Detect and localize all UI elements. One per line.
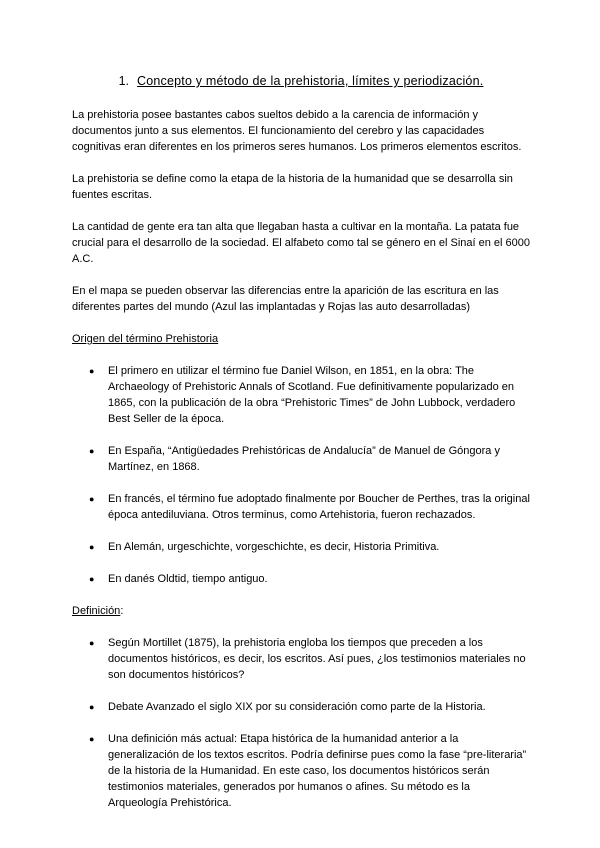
document-page	[72, 72, 530, 827]
list-item	[72, 443, 530, 475]
page-title	[72, 72, 530, 90]
bullet-icon: ●	[89, 574, 95, 584]
bullet-icon: ●	[89, 446, 95, 456]
title-number: 1.	[118, 74, 130, 88]
title-text: Concepto y método de la prehistoria, límites y periodización.	[137, 74, 484, 88]
bullet-icon: ●	[89, 702, 95, 712]
list-item-text: En francés, el término fue adoptado finalmente por Boucher de Perthes, tras la original época antediluviana. Otros terminus, como Artehistoria, fueron rechazados.	[108, 493, 530, 521]
paragraph-intro: La prehistoria posee bastantes cabos sueltos debido a la carencia de información y documentos junto a sus elementos. El funcionamiento del cerebro y las capacidades cognitivas eran diferentes en los primeros seres humanos. Los primeros elementos escritos.	[72, 109, 522, 153]
origin-bullet-list	[72, 363, 530, 587]
section-heading-origin: Origen del término Prehistoria	[72, 333, 219, 345]
list-item	[72, 635, 530, 683]
section-heading-definition-wrap	[72, 603, 530, 619]
list-item	[72, 571, 530, 587]
list-item-text: Debate Avanzado el siglo XIX por su consideración como parte de la Historia.	[108, 701, 486, 713]
paragraph-map: En el mapa se pueden observar las diferencias entre la aparición de las escritura en las diferentes partes del mundo (Azul las implantadas y Rojas las auto desarrolladas)	[72, 285, 499, 313]
bullet-icon: ●	[89, 542, 95, 552]
list-item	[72, 363, 530, 427]
paragraph-definition: La prehistoria se define como la etapa de la historia de la humanidad que se desarrolla sin fuentes escritas.	[72, 173, 513, 201]
list-item	[72, 491, 530, 523]
bullet-icon: ●	[89, 366, 95, 376]
section-heading-colon: :	[120, 605, 124, 617]
paragraph-population: La cantidad de gente era tan alta que llegaban hasta a cultivar en la montaña. La patata fue crucial para el desarrollo de la sociedad. El alfabeto como tal se género en el Sinaí en el 6000 A.C.	[72, 221, 531, 265]
definition-bullet-list	[72, 635, 530, 811]
list-item-text: En Alemán, urgeschichte, vorgeschichte, es decir, Historia Primitiva.	[108, 541, 440, 553]
bullet-icon: ●	[89, 494, 95, 504]
list-item-text: El primero en utilizar el término fue Daniel Wilson, en 1851, en la obra: The Archaeology of Prehistoric Annals of Scotland. Fue definitivamente popularizado en 1865, con la publicación de la obra “Prehistoric Times” de John Lubbock, verdadero Best Seller de la época.	[108, 365, 516, 425]
list-item-text: Una definición más actual: Etapa histórica de la humanidad anterior a la generalización de los textos escritos. Podría definirse pues como la fase “pre-literaria” de la historia de la Humanidad. En este caso, los documentos históricos serán testimonios materiales, generados por humanos o afines. Su método es la Arqueología Prehistórica.	[108, 733, 527, 809]
bullet-icon: ●	[89, 734, 95, 744]
bullet-icon: ●	[89, 638, 95, 648]
list-item-text: Según Mortillet (1875), la prehistoria engloba los tiempos que preceden a los documentos históricos, es decir, los escritos. Así pues, ¿los testimonios materiales no son documentos históricos?	[108, 637, 526, 681]
list-item-text: En España, “Antigüedades Prehistóricas de Andalucía” de Manuel de Góngora y Martínez, en 1868.	[108, 445, 500, 473]
list-item	[72, 731, 530, 811]
list-item	[72, 539, 530, 555]
list-item	[72, 699, 530, 715]
list-item-text: En danés Oldtid, tiempo antiguo.	[108, 573, 268, 585]
section-heading-definition: Definición	[72, 605, 121, 617]
